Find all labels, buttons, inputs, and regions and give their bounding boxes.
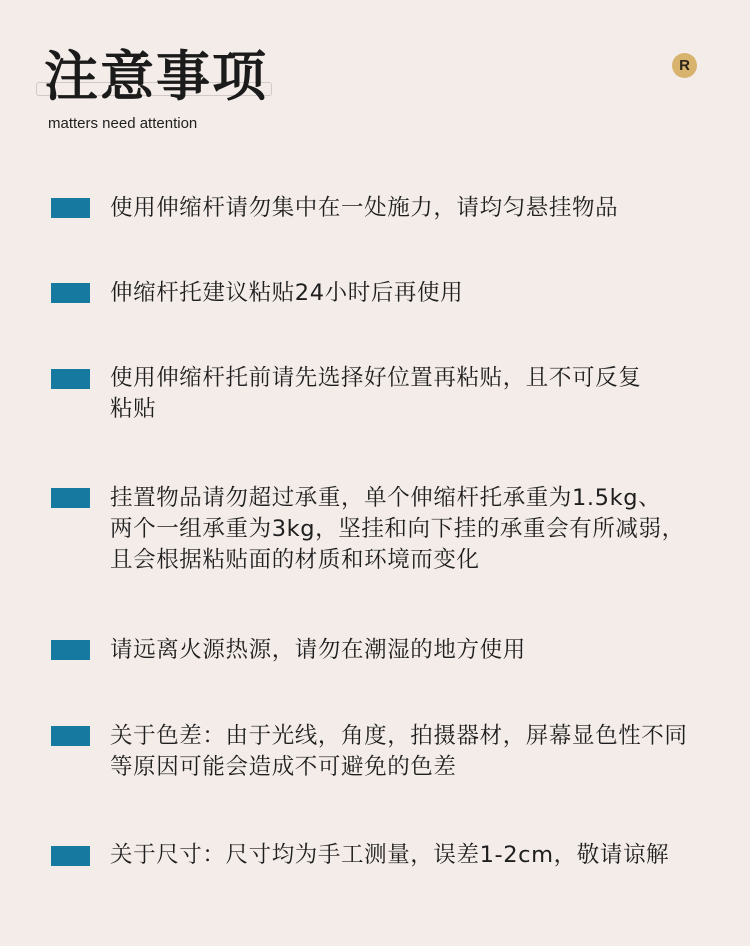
note-marker <box>51 726 90 746</box>
note-text: 请远离火源热源，请勿在潮湿的地方使用 <box>110 637 526 663</box>
note-marker <box>51 198 90 218</box>
note-text: 使用伸缩杆请勿集中在一处施力，请均匀悬挂物品 <box>110 195 619 221</box>
page-subtitle: matters need attention <box>48 115 198 132</box>
note-marker <box>51 640 90 660</box>
note-text: 伸缩杆托建议粘贴24小时后再使用 <box>110 280 464 306</box>
note-marker <box>51 846 90 866</box>
note-text: 关于色差：由于光线，角度，拍摄器材，屏幕显色性不同 等原因可能会造成不可避免的色差 <box>110 723 688 780</box>
note-text: 使用伸缩杆托前请先选择好位置再粘贴，且不可反复 粘贴 <box>110 365 642 422</box>
note-text: 关于尺寸：尺寸均为手工测量，误差1-2cm，敬请谅解 <box>110 842 670 868</box>
note-marker <box>51 283 90 303</box>
registered-badge: R <box>672 53 697 78</box>
note-text: 挂置物品请勿超过承重，单个伸缩杆托承重为1.5kg、 两个一组承重为3kg，坚挂和向下挂的承重会有所减弱， 且会根据粘贴面的材质和环境而变化 <box>110 485 685 573</box>
note-marker <box>51 488 90 508</box>
note-marker <box>51 369 90 389</box>
page-title: 注意事项 <box>44 45 268 108</box>
